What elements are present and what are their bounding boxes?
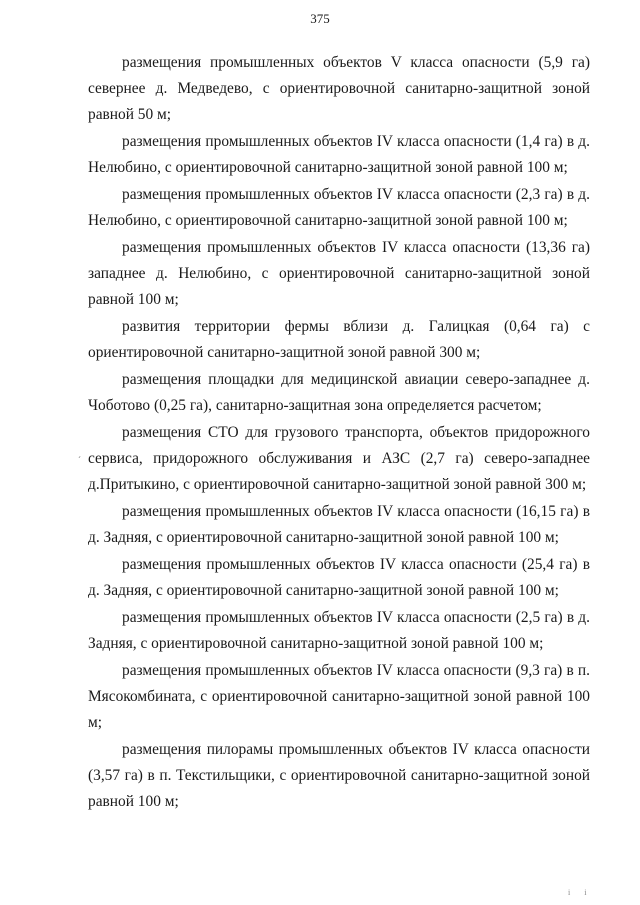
paragraph: размещения промышленных объектов IV класса опасности (9,3 га) в п. Мясокомбината, с ориентировочной санитарно-защитной зоной равной 100 м; [88, 662, 590, 731]
scan-artifact: i i [568, 888, 593, 897]
document-body [88, 50, 590, 815]
paragraph: размещения промышленных объектов IV класса опасности (13,36 га) западнее д. Нелюбино, с ориентировочной санитарно-защитной зоной равной 100 м; [88, 239, 590, 308]
paragraph: размещения промышленных объектов IV класса опасности (16,15 га) в д. Задняя, с ориентировочной санитарно-защитной зоной равной 100 м; [88, 503, 590, 546]
paragraph: размещения площадки для медицинской авиации северо-западнее д. Чоботово (0,25 га), санитарно-защитная зона определяется расчетом; [88, 371, 590, 414]
paragraph: размещения промышленных объектов V класса опасности (5,9 га) севернее д. Медведево, с ориентировочной санитарно-защитной зоной равной 50 м; [88, 54, 590, 123]
paragraph: размещения пилорамы промышленных объектов IV класса опасности (3,57 га) в п. Текстильщики, с ориентировочной санитарно-защитной зоной равной 100 м; [88, 741, 590, 810]
paragraph: размещения промышленных объектов IV класса опасности (25,4 га) в д. Задняя, с ориентировочной санитарно-защитной зоной равной 100 м; [88, 556, 590, 599]
paragraph: размещения промышленных объектов IV класса опасности (2,3 га) в д. Нелюбино, с ориентировочной санитарно-защитной зоной равной 100 м; [88, 186, 590, 229]
scan-artifact: ´ [78, 455, 81, 465]
page-number: 375 [310, 11, 330, 26]
paragraph: размещения СТО для грузового транспорта, объектов придорожного сервиса, придорожного обслуживания и АЗС (2,7 га) северо-западнее д.Притыкино, с ориентировочной санитарно-защитной зоной равной 300 м; [88, 424, 590, 493]
paragraph: размещения промышленных объектов IV класса опасности (2,5 га) в д. Задняя, с ориентировочной санитарно-защитной зоной равной 100 м; [88, 609, 590, 652]
paragraph: размещения промышленных объектов IV класса опасности (1,4 га) в д. Нелюбино, с ориентировочной санитарно-защитной зоной равной 100 м; [88, 133, 590, 176]
paragraph: развития территории фермы вблизи д. Галицкая (0,64 га) с ориентировочной санитарно-защитной зоной равной 300 м; [88, 318, 590, 361]
